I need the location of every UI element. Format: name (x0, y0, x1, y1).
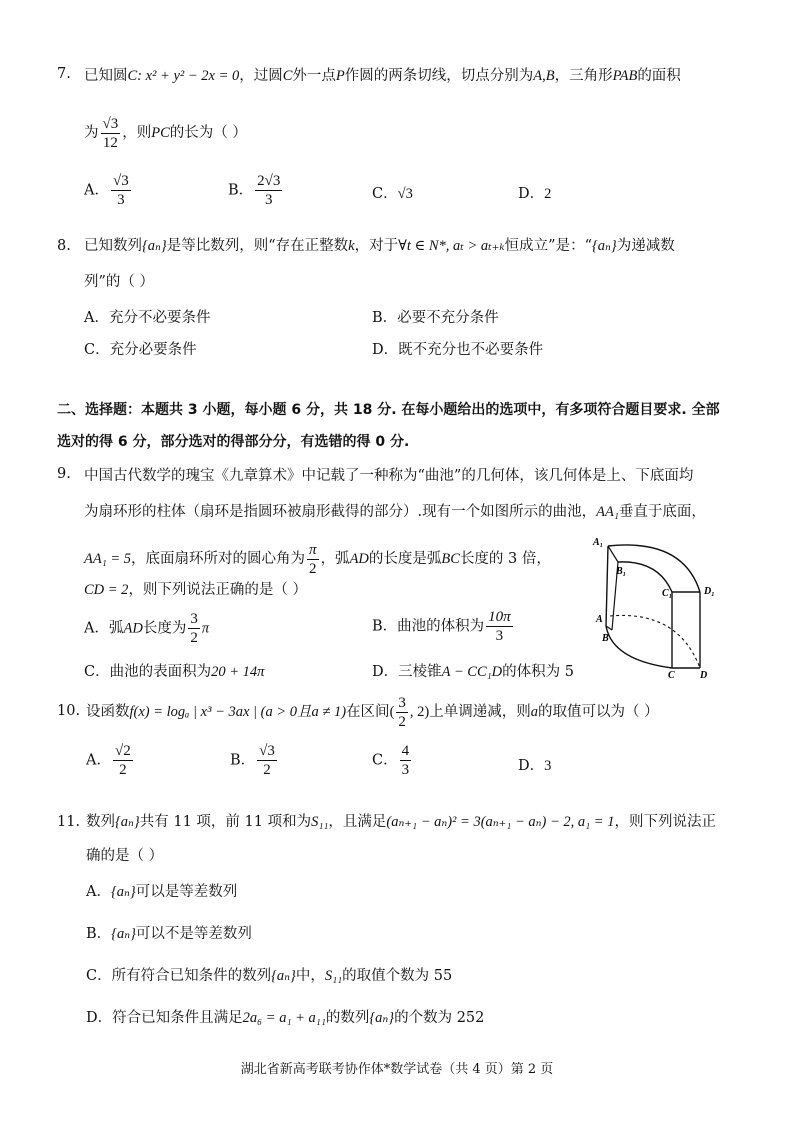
option-a: A．弧AD长度为 $\frac{3}{2}$ π (84, 611, 210, 646)
label-c1: C₁ (662, 588, 673, 599)
option-b: B．曲池的体积为 $\frac{10\pi}{3}$ (372, 609, 511, 644)
label-a: A (596, 614, 603, 625)
label-d1: D₁ (704, 586, 715, 597)
option-a: A．充分不必要条件 (84, 310, 211, 326)
question-stem-line1: 已知数列{aₙ}是等比数列，则“存在正整数k，对于∀t ∈ N*, aₜ > aₜ₊ₖ恒成立”是：“{aₙ}为递减数 (84, 238, 675, 254)
option-a: A． $\frac{√3}{3}$ (84, 173, 129, 208)
option-c: C．所有符合已知条件的数列{aₙ}中，S₁₁的取值个数为 55 (86, 968, 453, 984)
option-c: C．√3 (372, 186, 413, 202)
question-stem-line2: 列”的（ ） (84, 274, 155, 290)
option-d: D．2 (518, 186, 552, 202)
label-b1: B₁ (616, 566, 627, 577)
label-d: D (700, 670, 708, 680)
page-footer: 湖北省新高考联考协作体*数学试卷（共 4 页）第 2 页 (240, 1062, 554, 1077)
question-stem-line1: 中国古代数学的瑰宝《九章算术》中记载了一种称为“曲池”的几何体，该几何体是上、下底面均 (84, 468, 694, 484)
label-a1: A₁ (593, 537, 604, 548)
label-b: B (602, 633, 609, 644)
option-b: B． $\frac{√3}{2}$ (230, 743, 275, 778)
question-stem: 设函数f(x) = logₐ | x³ − 3ax | (a > 0且a ≠ 1)在区间( $\frac{3}{2}$ , 2)上单调递减，则a的取值可以为（ ） (86, 694, 659, 730)
option-b: B．必要不充分条件 (372, 310, 499, 326)
question-stem-line2: 为扇环形的柱体（扇环是指圆环被扇形截得的部分）.现有一个如图所示的曲池，AA₁垂直于底面， (84, 504, 706, 520)
option-c: C．曲池的表面积为20 + 14π (84, 664, 265, 680)
section-heading-line2: 选对的得 6 分，部分选对的得部分分，有选错的得 0 分. (57, 434, 410, 450)
option-b: B． $\frac{2√3}{3}$ (228, 173, 281, 208)
question-number: 8. (57, 238, 71, 254)
option-b: B．{aₙ}可以不是等差数列 (86, 926, 252, 942)
label-c: C (668, 670, 675, 680)
fraction: $\frac{√3}{12}$ (102, 115, 119, 151)
question-stem-line2: 确的是（ ） (86, 848, 164, 864)
option-c: C． $\frac{4}{3}$ (372, 743, 410, 778)
question-stem-line3: AA₁ = 5，底面扇环所对的圆心角为 $\frac{\pi}{2}$ ，弧AD的长度是弧BC长度的 3 倍， (84, 541, 551, 577)
option-d: D．符合已知条件且满足2a₆ = a₁ + a₁₁的数列{aₙ}的个数为 252 (86, 1010, 485, 1026)
option-c: C．充分必要条件 (84, 342, 197, 358)
option-d: D．3 (518, 758, 552, 774)
question-number: 7. (57, 66, 71, 82)
question-stem-line4: CD = 2，则下列说法正确的是（ ） (84, 582, 308, 598)
option-a: A． $\frac{√2}{2}$ (86, 743, 131, 778)
question-stem-line2: 为 $\frac{√3}{12}$ ，则PC的长为（ ） (84, 115, 247, 151)
option-a: A．{aₙ}可以是等差数列 (86, 884, 238, 900)
option-d: D．既不充分也不必要条件 (372, 342, 544, 358)
question-number: 11. (57, 814, 81, 830)
curved-pool-figure (588, 530, 728, 680)
question-stem-line1: 已知圆C: x² + y² − 2x = 0，过圆C外一点P作圆的两条切线，切点分别为A,B，三角形PAB的面积 (84, 68, 681, 84)
section-heading-line1: 二、选择题：本题共 3 小题，每小题 6 分，共 18 分. 在每小题给出的选项中，有多项符合题目要求. 全部 (57, 402, 720, 418)
option-d: D．三棱锥A − CC₁D的体积为 5 (372, 664, 574, 680)
question-number: 9. (57, 466, 71, 482)
question-number: 10. (57, 703, 81, 719)
question-stem-line1: 数列{aₙ}共有 11 项，前 11 项和为S₁₁，且满足(aₙ₊₁ − aₙ)² = 3(aₙ₊₁ − aₙ) − 2, a₁ = 1，则下列说法正 (86, 814, 716, 830)
